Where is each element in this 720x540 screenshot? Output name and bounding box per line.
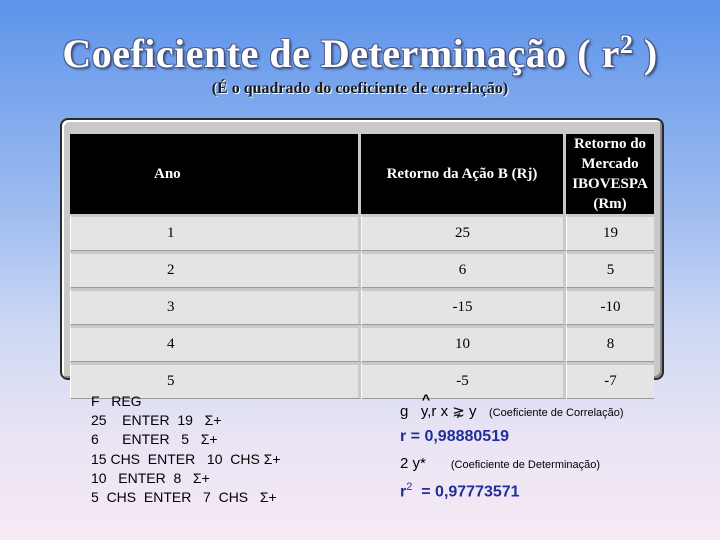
keystroke-line: F REG — [91, 393, 142, 409]
keystroke-line: 25 ENTER 19 Σ+ — [91, 412, 222, 429]
determination-note: (Coeficiente de Determinação) — [450, 459, 601, 471]
data-table-panel — [60, 118, 664, 389]
y-hat-r-key: ^ y,r x — [420, 391, 449, 420]
y-key: y — [469, 403, 477, 420]
correlation-note: (Coeficiente de Correlação) — [489, 407, 624, 419]
cell-stock-return: 6 — [361, 251, 566, 288]
table-header-row — [70, 134, 654, 214]
table-row — [70, 325, 654, 362]
cell-stock-return: 25 — [361, 214, 566, 251]
table-row — [70, 251, 654, 288]
g-key: g — [400, 403, 409, 420]
calculator-keystrokes — [91, 392, 281, 507]
keystroke-line: 10 ENTER 8 Σ+ — [91, 469, 210, 486]
cell-year: 3 — [70, 288, 361, 325]
cell-stock-return: -15 — [361, 288, 566, 325]
keystroke-line: 5 CHS ENTER 7 CHS Σ+ — [91, 489, 277, 506]
determination-keys: 2 y* — [400, 455, 426, 472]
cell-market-return: 19 — [566, 214, 654, 251]
determination-result: $r^2 = 0,97773571$ — [400, 481, 520, 501]
cell-year: 2 — [70, 251, 361, 288]
cell-stock-return: 10 — [361, 325, 566, 362]
cell-year: 5 — [70, 362, 361, 399]
column-header-year: Ano — [70, 134, 361, 214]
hat-icon: ^ — [421, 391, 431, 407]
cell-market-return: -10 — [566, 288, 654, 325]
table-row — [70, 288, 654, 325]
slide-title: Coeficiente de Determinação ( $r^2$ ) — [62, 30, 658, 76]
keystroke-line: 6 ENTER 5 Σ+ — [91, 431, 218, 448]
cell-stock-return: -5 — [361, 362, 566, 399]
cell-market-return: 5 — [566, 251, 654, 288]
determination-keystroke-line — [400, 455, 600, 472]
table-row — [70, 214, 654, 251]
cell-year: 1 — [70, 214, 361, 251]
column-header-stock-return: Retorno da Ação B (Rj) — [361, 134, 566, 214]
swap-icon: ⋧ — [452, 403, 465, 420]
cell-market-return: 8 — [566, 325, 654, 362]
column-header-market-return: Retorno do Mercado IBOVESPA (Rm) — [566, 134, 654, 214]
cell-market-return: -7 — [566, 362, 654, 399]
cell-year: 4 — [70, 325, 361, 362]
keystroke-line: 15 CHS ENTER 10 CHS Σ+ — [91, 450, 281, 467]
correlation-keystroke-line — [400, 391, 624, 420]
returns-table — [70, 134, 654, 399]
slide-subtitle: (É o quadrado do coeficiente de correlação) — [211, 80, 509, 97]
correlation-result: r = 0,98880519 — [400, 428, 509, 445]
